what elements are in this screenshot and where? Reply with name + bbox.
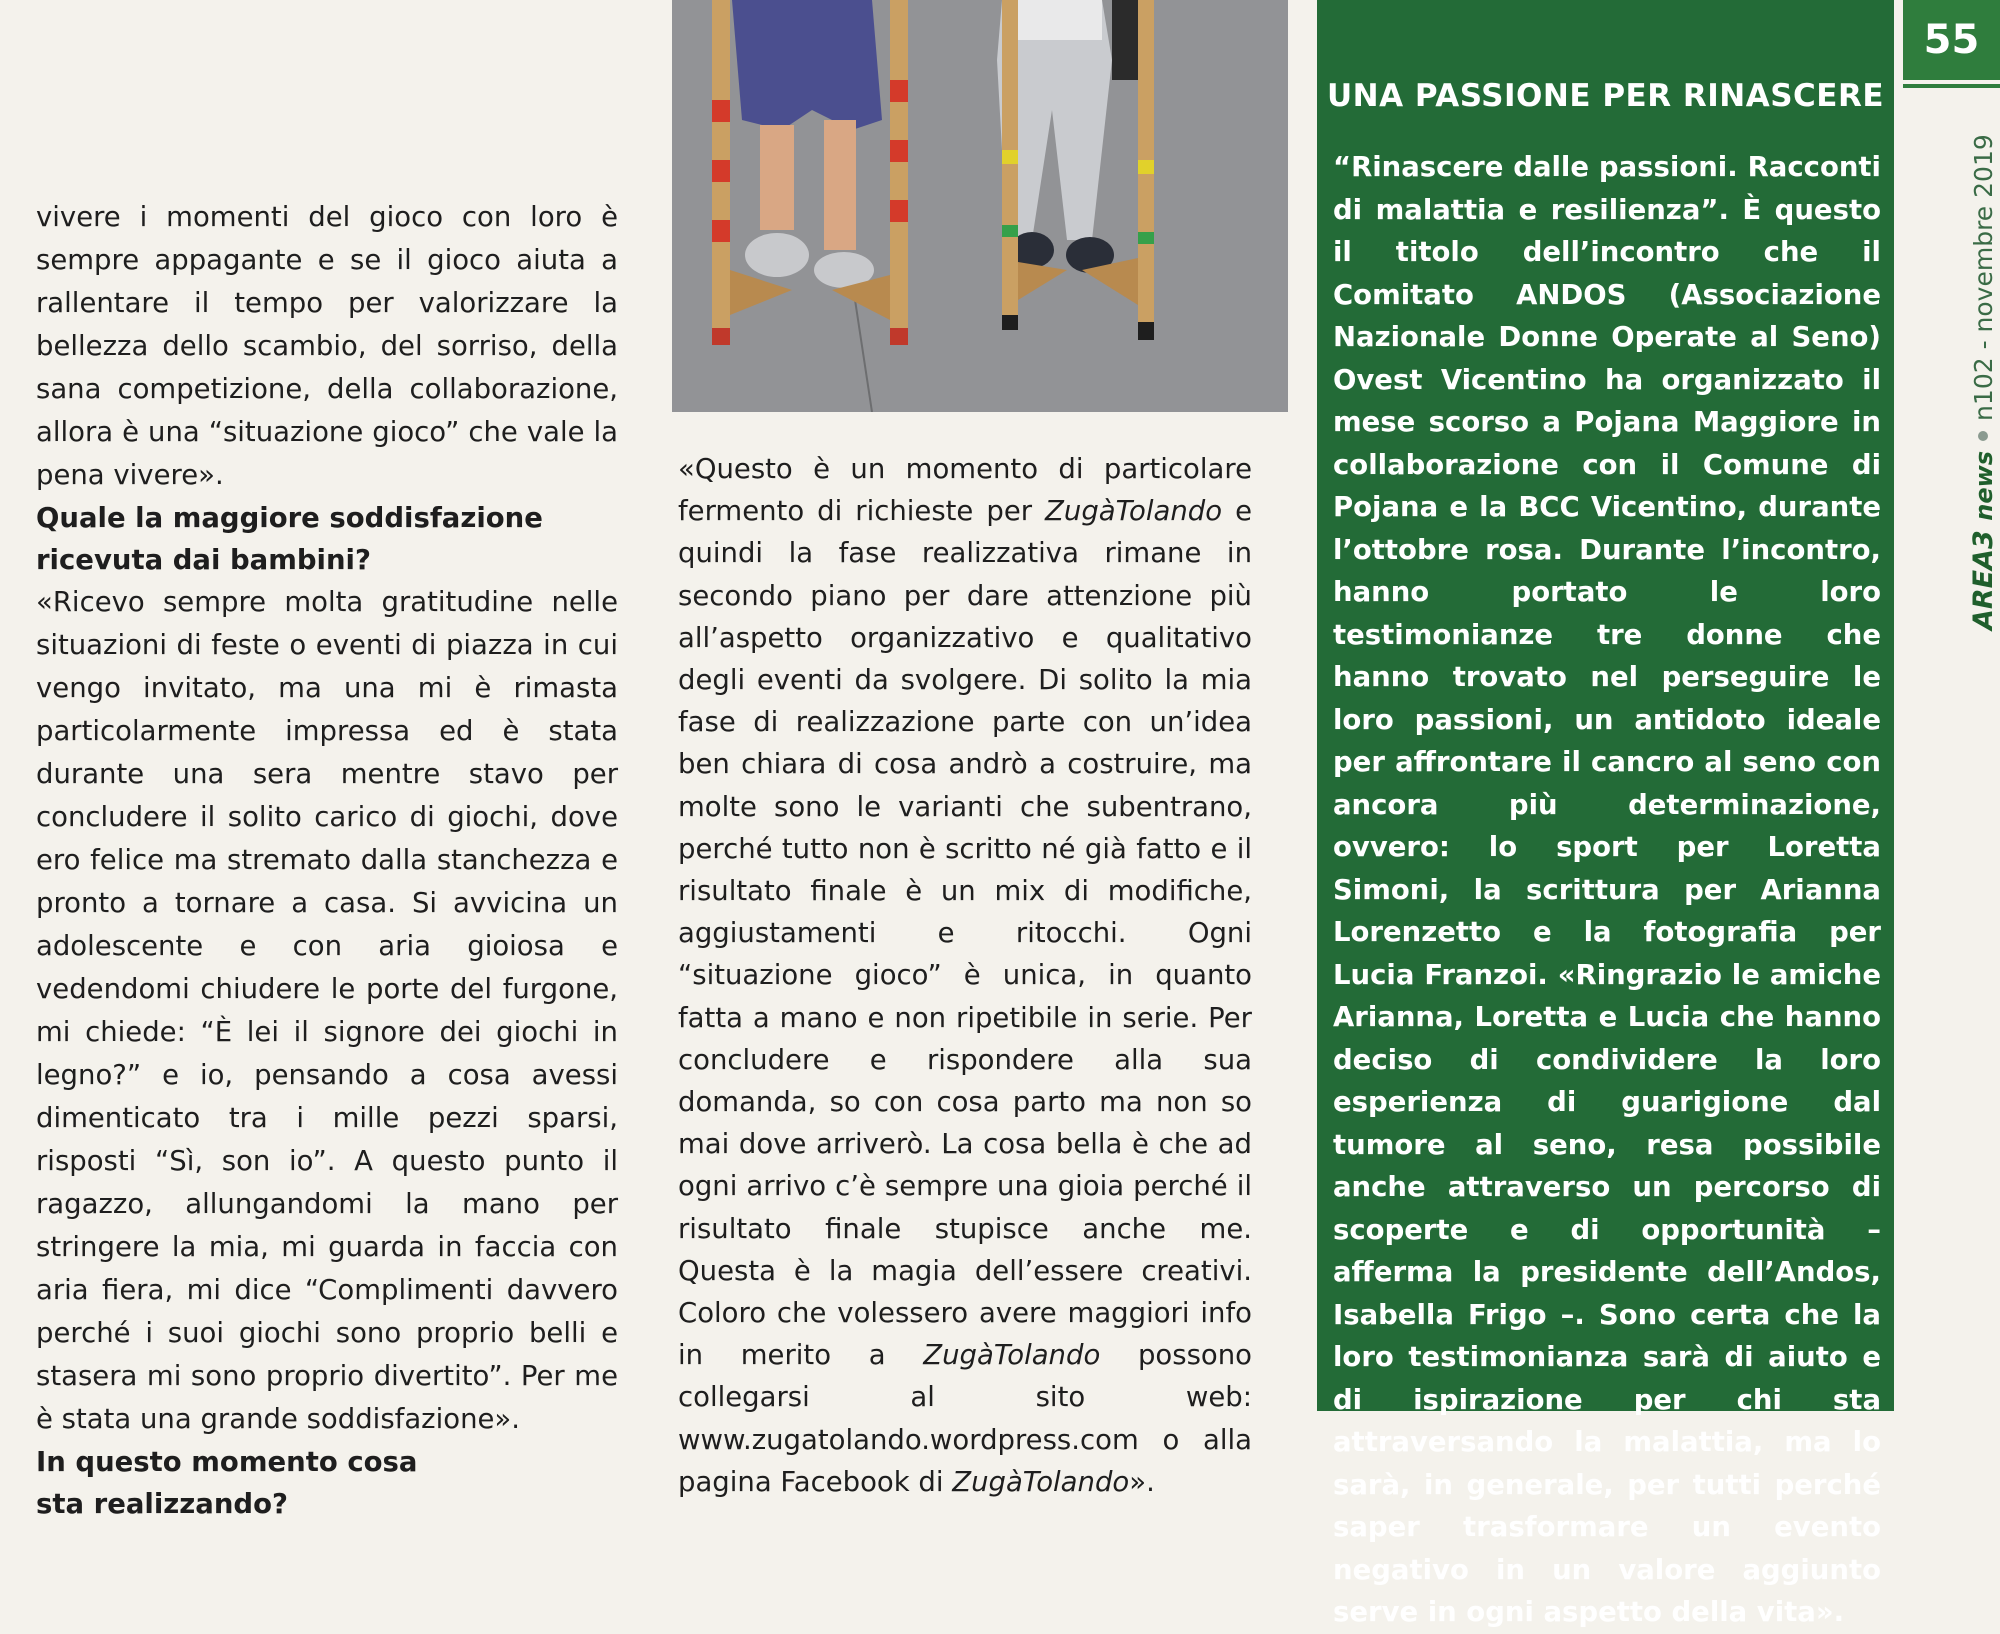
middle-text-part-4: ».	[1129, 1465, 1155, 1498]
running-head	[1968, 134, 1999, 630]
middle-text-part-1: «Questo è un momento di particolare fermento di richieste per	[678, 453, 1252, 528]
intro-paragraph: vivere i momenti del gioco con loro è sempre appagante e se il gioco aiuta a rallentare il tempo per valorizzare la bellezza dello scambio, del sorriso, della sana competizione, della collaborazione, allora è una “situazione gioco” che vale la pena vivere».	[36, 201, 618, 491]
sidebar-body	[1333, 146, 1881, 1634]
page-number-underline	[1903, 84, 2000, 88]
question-heading-2	[36, 1441, 618, 1525]
brand-name-zugatolando: ZugàTolando	[923, 1339, 1101, 1372]
middle-paragraph	[678, 448, 1252, 1503]
question-2-line-1: In questo momento cosa	[36, 1446, 418, 1478]
separator-dot-icon	[1978, 431, 1988, 441]
magazine-brand	[1968, 451, 1999, 630]
page-number-badge	[1903, 0, 2000, 80]
photo-wooden-stilts	[672, 0, 1288, 412]
middle-column	[678, 448, 1252, 1503]
middle-text-part-2: e quindi la fase realizzativa rimane in secondo piano per dare attenzione più all’aspetto organizzativo e qualitativo degli eventi da svolgere. Di solito la mia fase di realizzazione parte con un’idea ben chiara di cosa andrò a costruire, ma molte sono le varianti che subentrano, perché tutto non è scritto né già fatto e il risultato finale è un mix di modifiche, aggiustamenti e ritocchi. Ogni “situazione gioco” è unica, in quanto fatta a mano e non ripetibile in serie. Per concludere e rispondere alla sua domanda, so con cosa parto ma non so mai dove arriverò. La cosa bella è che ad ogni arrivo c’è sempre una gioia perché il risultato finale stupisce anche me. Questa è la magia dell’essere creativi. Coloro che volessero avere maggiori info in merito a	[678, 495, 1252, 1372]
magazine-brand-suffix: news	[1970, 450, 1998, 521]
question-1-line-2: ricevuta dai bambini?	[36, 544, 371, 576]
issue-label: n102 - novembre 2019	[1969, 134, 1998, 421]
brand-name-zugatolando: ZugàTolando	[952, 1465, 1130, 1498]
brand-name-zugatolando: ZugàTolando	[1045, 495, 1223, 528]
sidebar-title: UNA PASSIONE PER RINASCERE	[1326, 78, 1885, 114]
sidebar-box	[1317, 0, 1894, 1628]
middle-text-part-3: possono collegarsi al sito web: www.zugatolando.wordpress.com o alla pagina Facebook di	[678, 1339, 1252, 1498]
answer-paragraph-1: «Ricevo sempre molta gratitudine nelle situazioni di feste o eventi di piazza in cui vengo invitato, ma una mi è rimasta particolarmente impressa ed è stata durante una sera mentre stavo per concludere il solito carico di giochi, dove ero felice ma stremato dalla stanchezza e pronto a tornare a casa. Si avvicina un adolescente e con aria gioiosa e vedendomi chiudere le porte del furgone, mi chiede: “È lei il signore dei giochi in legno?” e io, pensando a cosa avessi dimenticato tra i mille pezzi sparsi, risposti “Sì, son io”. A questo punto il ragazzo, allungandomi la mano per stringere la mia, mi guarda in faccia con aria fiera, mi dice “Complimenti davvero perché i suoi giochi sono proprio belli e stasera mi sono proprio divertito”. Per me è stata una grande soddisfazione».	[36, 586, 618, 1435]
stilts-photo-illustration	[672, 0, 1288, 412]
left-column	[36, 196, 618, 1525]
magazine-brand-name: AREA3	[1968, 530, 1999, 630]
question-1-line-1: Quale la maggiore soddisfazione	[36, 502, 543, 534]
page-number: 55	[1923, 17, 1980, 63]
question-2-line-2: sta realizzando?	[36, 1488, 288, 1520]
question-heading-1	[36, 497, 618, 581]
sidebar-paragraph: “Rinascere dalle passioni. Racconti di malattia e resilienza”. È questo il titolo dell’incontro che il Comitato ANDOS (Associazione Nazionale Donne Operate al Seno) Ovest Vicentino ha organizzato il mese scorso a Pojana Maggiore in collaborazione con il Comune di Pojana e la BCC Vicentino, durante l’ottobre rosa. Durante l’incontro, hanno portato le loro testimonianze tre donne che hanno trovato nel perseguire le loro passioni, un antidoto ideale per affrontare il cancro al seno con ancora più determinazione, ovvero: lo sport per Loretta Simoni, la scrittura per Arianna Lorenzetto e la fotografia per Lucia Franzoi. «Ringrazio le amiche Arianna, Loretta e Lucia che hanno deciso di condividere la loro esperienza di guarigione dal tumore al seno, resa possibile anche attraverso un percorso di scoperte e di opportunità – afferma la presidente dell’Andos, Isabella Frigo –. Sono certa che la loro testimonianza sarà di aiuto e di ispirazione per chi sta attraversando la malattia, ma lo sarà, in generale, per tutti perché saper trasformare un evento negativo in un valore aggiunto serve in ogni aspetto della vita».	[1333, 151, 1881, 1628]
